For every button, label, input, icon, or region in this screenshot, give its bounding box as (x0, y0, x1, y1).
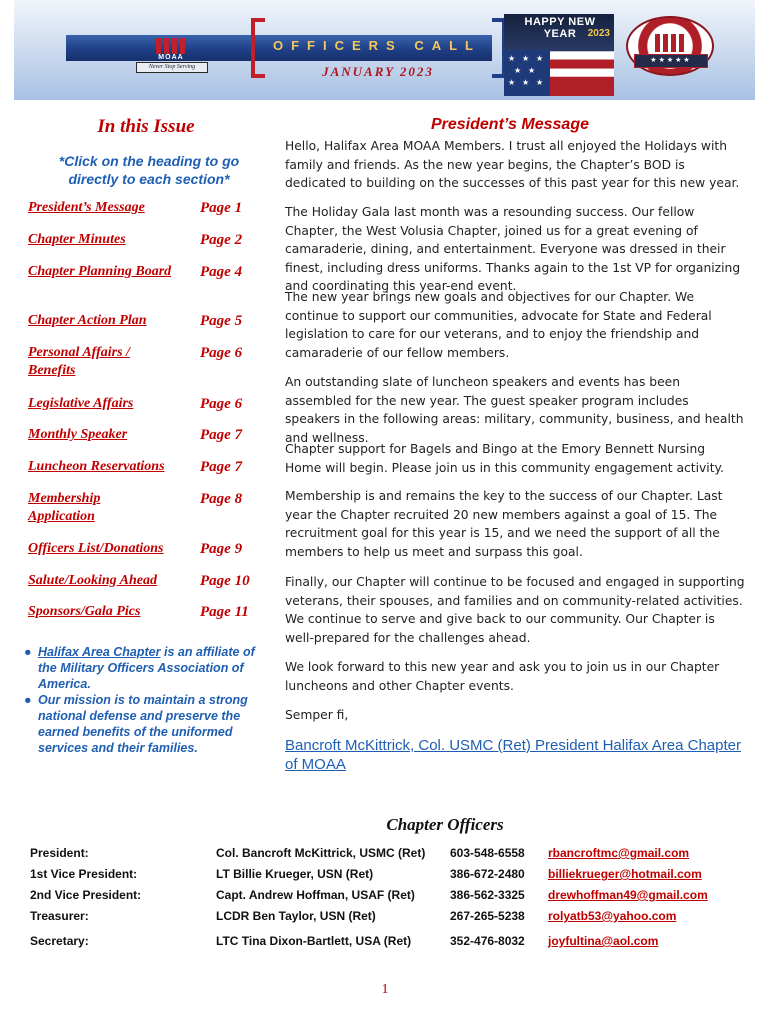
bullet-dot-icon: ● (24, 645, 32, 659)
officer-name: LT Billie Krueger, USN (Ret) (216, 867, 374, 881)
toc-page: Page 7 (200, 427, 243, 443)
moaa-motto: Never Stop Serving (136, 62, 208, 73)
chapter-link[interactable]: Halifax Area Chapter (38, 645, 161, 659)
toc-page: Page 1 (200, 200, 243, 216)
toc-link[interactable]: Personal Affairs / Benefits (28, 345, 130, 378)
bullet-dot-icon: ● (24, 693, 32, 707)
message-paragraph: Membership is and remains the key to the success of our Chapter. Last year the Chapter recruited 20 new members against a goal of 15. The recruitment goal for this year is 15, and we need the support of all the members to help us meet and surpass this goal. (285, 489, 723, 559)
toc-page: Page 6 (200, 345, 243, 361)
officer-name: LTC Tina Dixon-Bartlett, USA (Ret) (216, 934, 412, 948)
happy-new-year-year: 2023 (587, 28, 610, 39)
toc-page: Page 7 (200, 459, 243, 475)
officer-phone: 352-476-8032 (450, 934, 525, 948)
toc-page: Page 11 (200, 604, 249, 620)
toc-page: Page 5 (200, 313, 243, 329)
officer-phone: 267-265-5238 (450, 909, 525, 923)
officer-name: Col. Bancroft McKittrick, USMC (Ret) (216, 846, 426, 860)
toc-title: In this Issue (97, 116, 195, 137)
officer-email-link[interactable]: rbancroftmc@gmail.com (548, 846, 690, 860)
officer-row (30, 846, 750, 866)
toc-page: Page 4 (200, 264, 243, 280)
officer-role: 1st Vice President: (30, 867, 138, 881)
toc-link[interactable]: Officers List/Donations (28, 541, 164, 556)
officer-phone: 386-672-2480 (450, 867, 525, 881)
affiliate-text: is an affiliate of the Military Officers Association of America. (38, 645, 255, 691)
flag-stars-icon: ★ ★ ★ ★ ★ ★ ★ ★ (504, 50, 550, 96)
president-message-title: President’s Message (430, 116, 589, 133)
toc-link[interactable]: President’s Message (28, 200, 145, 215)
affiliate-bullet (24, 644, 276, 692)
message-paragraph: Finally, our Chapter will continue to be focused and engaged in supporting veterans, their spouses, and families and on community-related activities. We continue to serve and give back to our community. Our Chapter is well-prepared for the challenges ahead. (285, 575, 745, 645)
about-chapter (24, 644, 276, 756)
toc-link[interactable]: Membership Application (28, 491, 101, 524)
toc-link[interactable]: Monthly Speaker (28, 427, 128, 442)
page-number: 1 (381, 982, 389, 997)
message-paragraph: We look forward to this new year and ask you to join us in our Chapter luncheons and other Chapter events. (285, 660, 720, 693)
officer-role: Treasurer: (30, 909, 89, 923)
toc-page: Page 2 (200, 232, 243, 248)
newsletter-title: OFFICERS CALL (273, 38, 481, 53)
toc-link[interactable]: Sponsors/Gala Pics (28, 604, 141, 619)
moaa-logo (134, 36, 208, 70)
message-closing: Semper fi, (285, 708, 349, 722)
president-signature-link[interactable]: Bancroft McKittrick, Col. USMC (Ret) President Halifax Area Chapter of MOAA (285, 737, 741, 773)
officer-email-link[interactable]: drewhoffman49@gmail.com (548, 888, 708, 902)
officer-name: Capt. Andrew Hoffman, USAF (Ret) (216, 888, 415, 902)
officer-role: Secretary: (30, 934, 89, 948)
happy-new-year-text: HAPPY NEW YEAR (524, 16, 596, 40)
mission-bullet (24, 692, 276, 756)
toc-link[interactable]: Salute/Looking Ahead (28, 573, 158, 588)
toc-page: Page 6 (200, 396, 243, 412)
toc-page: Page 9 (200, 541, 243, 557)
officer-email-link[interactable]: rolyatb53@yahoo.com (548, 909, 677, 923)
mission-text: Our mission is to maintain a strong national defense and preserve the earned benefits of the uniformed services and their families. (38, 693, 248, 755)
message-paragraph: The Holiday Gala last month was a resounding success. Our fellow Chapter, the West Volusia Chapter, joined us for a great evening of camaraderie, dining, and entertainment. Everyone was dressed in their finest, including dress uniforms. Thanks again to the 1st VP for organizing and coordinating this year-end event. (285, 205, 741, 294)
officer-phone: 603-548-6558 (450, 846, 525, 860)
message-paragraph: Hello, Halifax Area MOAA Members. I trust all enjoyed the Holidays with family and friends. As the new year begins, the Chapter’s BOD is dedicated to building on the successes of this past year for this new year. (285, 139, 740, 191)
issue-date: JANUARY 2023 (322, 64, 434, 79)
message-paragraph: Chapter support for Bagels and Bingo at the Emory Bennett Nursing Home will begin. Please join us in this community engagement activity. (285, 442, 724, 475)
officer-email-link[interactable]: billiekrueger@hotmail.com (548, 867, 702, 881)
chapter-seal-icon: ★★★★★ (626, 16, 714, 76)
toc-instruction: *Click on the heading to go directly to each section* (58, 153, 240, 187)
officer-email-link[interactable]: joyfultina@aol.com (548, 934, 659, 948)
officer-row (30, 934, 750, 954)
officers-title: Chapter Officers (386, 815, 504, 834)
left-bracket (251, 18, 265, 78)
officer-role: President: (30, 846, 89, 860)
happy-new-year-image (504, 14, 614, 96)
message-paragraph: The new year brings new goals and objectives for our Chapter. We continue to support our communities, advocate for State and Federal legislation to care for our veterans, and to enjoy the friendship and camaraderie of our fellow members. (285, 290, 712, 360)
officer-row (30, 867, 750, 887)
toc-page: Page 10 (200, 573, 250, 589)
officer-phone: 386-562-3325 (450, 888, 525, 902)
officer-name: LCDR Ben Taylor, USN (Ret) (216, 909, 376, 923)
toc-link[interactable]: Luncheon Reservations (28, 459, 165, 474)
officer-row (30, 909, 750, 929)
officer-row (30, 888, 750, 908)
header-banner (14, 0, 755, 100)
toc-link[interactable]: Chapter Planning Board (28, 264, 172, 279)
toc-link[interactable]: Chapter Minutes (28, 232, 126, 247)
toc-link[interactable]: Chapter Action Plan (28, 313, 147, 328)
message-paragraph: An outstanding slate of luncheon speakers and events has been assembled for the new year. The guest speaker program includes speakers in the following areas: military, community, business, and health and wellness. (285, 375, 744, 445)
toc-link[interactable]: Legislative Affairs (28, 396, 134, 411)
moaa-mark-icon (156, 38, 186, 54)
officer-role: 2nd Vice President: (30, 888, 142, 902)
toc-page: Page 8 (200, 491, 243, 507)
moaa-wordmark: MOAA (158, 54, 184, 61)
